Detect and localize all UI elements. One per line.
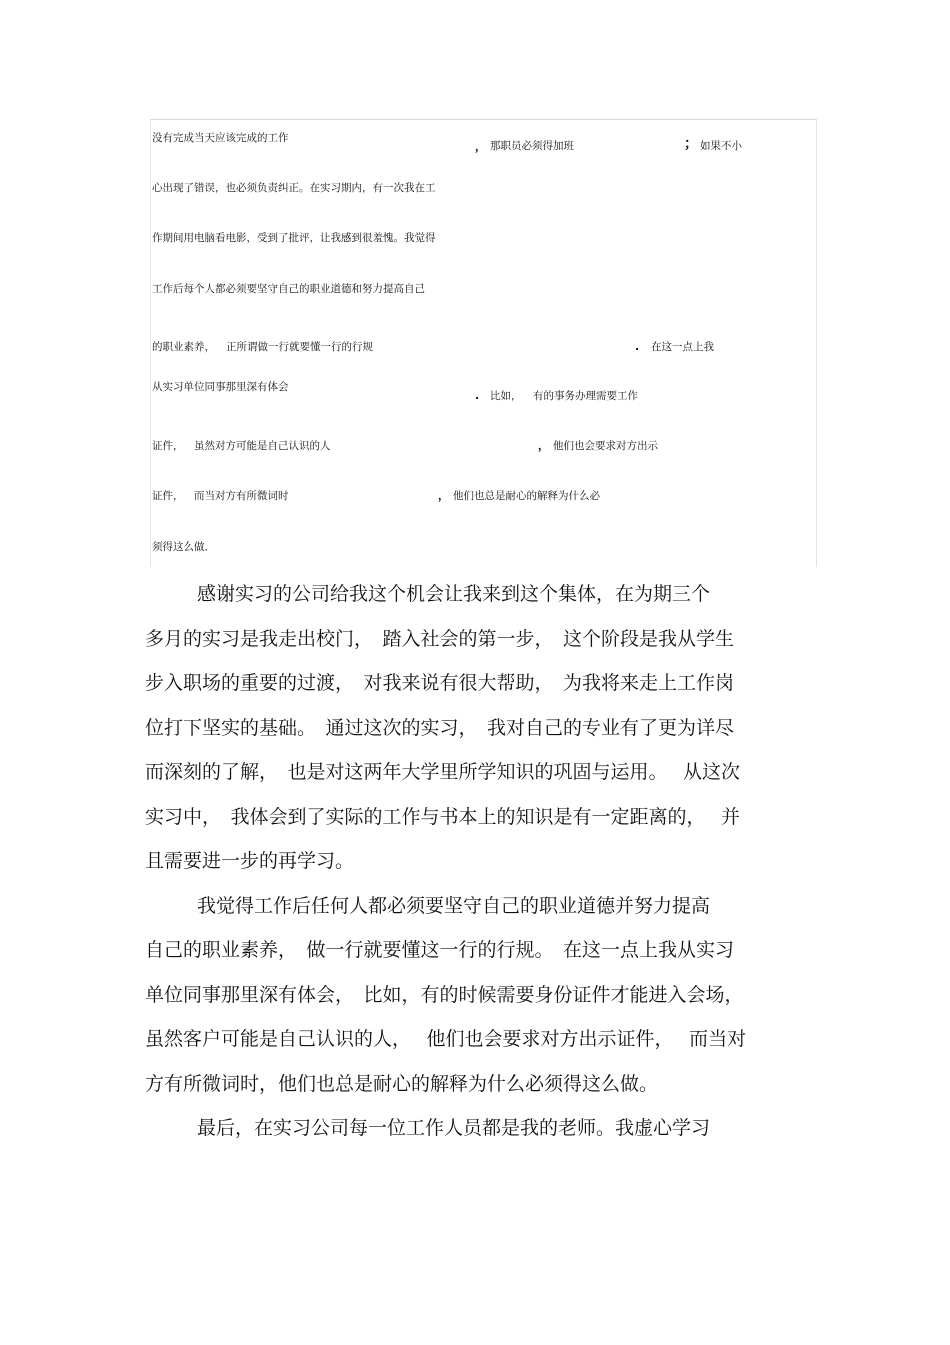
paragraph-1 bbox=[145, 572, 807, 884]
box-line-7-part-3: 他们也会要求对方出示 bbox=[553, 440, 658, 452]
box-line-4: 工作后每个人都必须要坚守自己的职业道德和努力提高自己 bbox=[152, 283, 425, 295]
paragraph-2-line: 自己的职业素养， 做一行就要懂这一行的行规。 在这一点上我从实习 bbox=[145, 939, 735, 961]
paragraph-3 bbox=[145, 1106, 807, 1151]
box-line-6-part-2: 比如， bbox=[490, 390, 522, 402]
paragraph-2-line: 我觉得工作后任何人都必须要坚守自己的职业道德并努力提高 bbox=[197, 894, 711, 917]
paragraph-2-line: 虽然客户可能是自己认识的人， 他们也会要求对方出示证件， 而当对 bbox=[145, 1028, 747, 1050]
box-line-8-part-2: 而当对方有所微词时 bbox=[194, 490, 289, 502]
paragraph-2-line: 方有所微词时，他们也总是耐心的解释为什么必须得这么做。 bbox=[145, 1072, 659, 1095]
body-text bbox=[145, 572, 807, 1151]
box-line-8-comma: ， bbox=[438, 489, 449, 502]
paragraph-2-line: 单位同事那里深有体会， 比如，有的时候需要身份证件才能进入会场， bbox=[145, 983, 744, 1006]
paragraph-3-line: 最后，在实习公司每一位工作人员都是我的老师。我虚心学习 bbox=[197, 1117, 711, 1139]
box-line-1-semicolon: ； bbox=[684, 136, 698, 152]
box-line-7-comma: ， bbox=[538, 439, 549, 452]
paragraph-1-line: 多月的实习是我走出校门， 踏入社会的第一步， 这个阶段是我从学生 bbox=[145, 627, 735, 650]
box-line-7-part-2: 虽然对方可能是自己认识的人 bbox=[194, 440, 331, 452]
paragraph-1-line: 而深刻的了解， 也是对这两年大学里所学知识的巩固与运用。 从这次 bbox=[145, 761, 741, 783]
paragraph-2 bbox=[145, 884, 807, 1107]
box-line-1-part-1: 没有完成当天应该完成的工作 bbox=[152, 132, 289, 144]
box-line-1-part-3: 如果不小 bbox=[700, 140, 742, 152]
box-line-5-part-1: 的职业素养， bbox=[152, 341, 215, 353]
paragraph-1-line: 位打下坚实的基础。 通过这次的实习， 我对自己的专业有了更为详尽 bbox=[145, 716, 735, 739]
paragraph-1-line: 且需要进一步的再学习。 bbox=[145, 850, 355, 872]
box-line-1-part-2: 那职员必须得加班 bbox=[490, 140, 574, 152]
box-line-2: 心出现了错误，也必须负责纠正。在实习期内，有一次我在工 bbox=[152, 182, 436, 194]
box-line-8-part-1: 证件， bbox=[152, 490, 184, 502]
box-line-9: 须得这么做． bbox=[152, 541, 215, 553]
box-line-5-dot: . bbox=[635, 340, 640, 353]
paragraph-1-line: 实习中， 我体会到了实际的工作与书本上的知识是有一定距离的， 并 bbox=[145, 805, 741, 828]
box-line-8-part-3: 他们也总是耐心的解释为什么必 bbox=[453, 490, 600, 502]
box-line-6-part-3: 有的事务办理需要工作 bbox=[533, 390, 638, 402]
paragraph-1-line: 感谢实习的公司给我这个机会让我来到这个集体，在为期三个 bbox=[197, 583, 711, 605]
box-line-5-part-2: 正所谓做一行就要懂一行的行规 bbox=[226, 341, 373, 353]
box-line-1-comma: ， bbox=[475, 140, 486, 153]
paragraph-1-line: 步入职场的重要的过渡， 对我来说有很大帮助， 为我将来走上工作岗 bbox=[145, 672, 735, 694]
box-line-6-part-1: 从实习单位同事那里深有体会 bbox=[152, 381, 289, 393]
box-line-5-part-3: 在这一点上我 bbox=[651, 341, 714, 353]
box-line-6-dot: . bbox=[475, 389, 480, 402]
box-line-7-part-1: 证件， bbox=[152, 440, 184, 452]
box-line-3: 作期间用电脑看电影，受到了批评，让我感到很羞愧。我觉得 bbox=[152, 232, 436, 244]
